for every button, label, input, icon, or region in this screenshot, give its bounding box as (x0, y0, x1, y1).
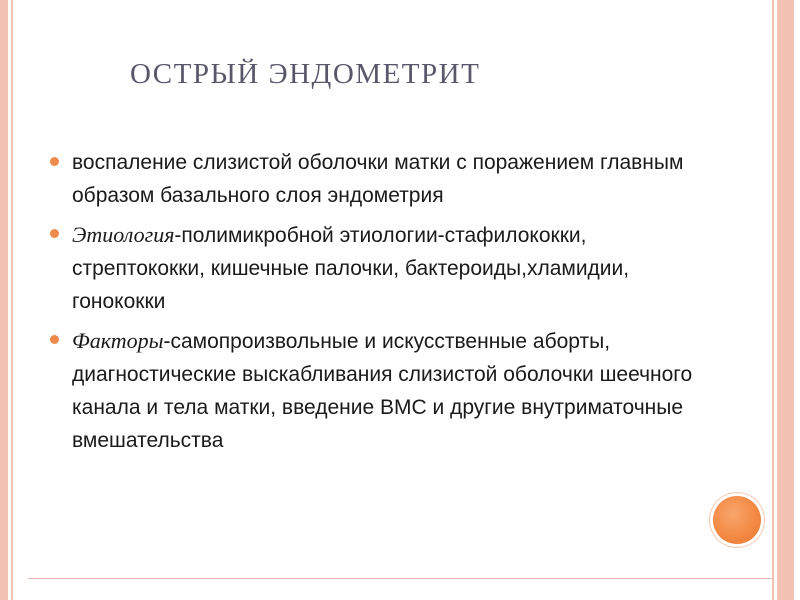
slide-title: ОСТРЫЙ ЭНДОМЕТРИТ (130, 58, 481, 90)
left-border-line (11, 0, 13, 600)
bullet-list (50, 146, 710, 463)
bullet-text: воспаление слизистой оболочки матки с поражением главным образом базального слоя эндометрия (72, 151, 684, 207)
bullet-dot-icon (50, 157, 59, 166)
bullet-item-factors (50, 324, 710, 457)
bullet-dot-icon (50, 229, 59, 238)
bullet-item-etiology (50, 218, 710, 318)
bottom-divider (28, 578, 772, 579)
right-border-line (772, 0, 774, 600)
bullet-item-definition (50, 146, 710, 212)
bullet-text: -самопроизвольные и искусственные аборты, диагностические выскабливания слизистой оболочки шеечного канала и тела матки, введение ВМС и другие внутриматочные вмешательства (72, 330, 693, 452)
left-border-band (0, 0, 8, 600)
right-border-band (777, 0, 794, 600)
bullet-label: Факторы (72, 328, 164, 353)
bullet-dot-icon (50, 335, 59, 344)
bullet-label: Этиология (72, 222, 175, 247)
bullet-text: -полимикробной этиологии-стафилококки, стрептококки, кишечные палочки, бактероиды,хламидии, гонококки (72, 224, 630, 313)
orange-circle-icon (713, 496, 761, 544)
